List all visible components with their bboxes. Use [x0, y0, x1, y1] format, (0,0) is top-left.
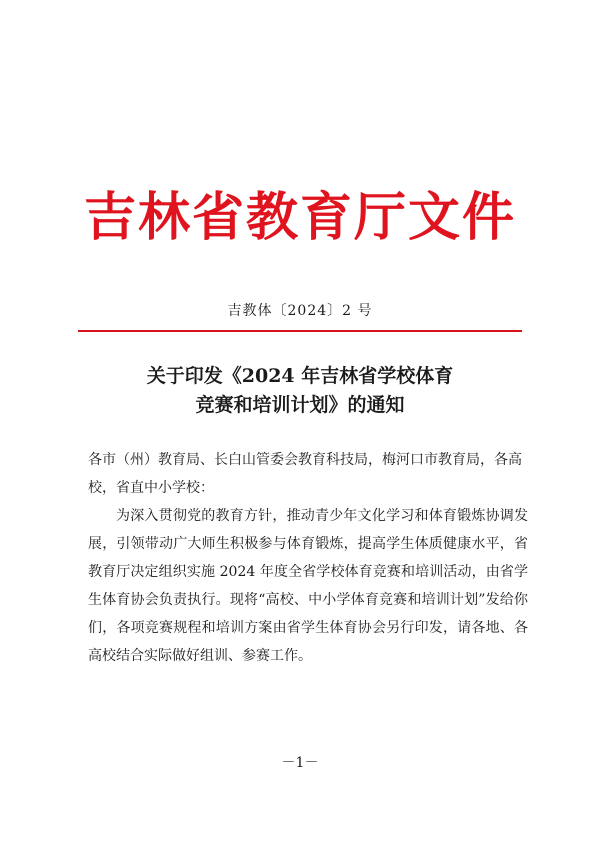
document-number: 吉教体〔2024〕2 号	[227, 303, 373, 319]
document-title-line-2: 竞赛和培训计划》的通知	[195, 394, 405, 416]
masthead-title: 吉林省教育厅文件	[83, 187, 516, 248]
document-title	[0, 362, 600, 420]
addressee: 各市（州）教育局、长白山管委会教育科技局，梅河口市教育局，各高校，省直中小学校：	[88, 452, 522, 496]
document-title-line-1: 关于印发《2024 年吉林省学校体育	[146, 365, 454, 387]
red-divider-rule	[78, 330, 522, 332]
body-paragraph: 为深入贯彻党的教育方针，推动青少年文化学习和体育锻炼协调发展，引领带动广大师生积极参与体育锻炼，提高学生体质健康水平，省教育厅决定组织实施 2024 年度全省学校体育竞赛和培训活动，由省学生体育协会负责执行。现将“高校、中小学体育竞赛和培训计划”发给你们，各项竞赛规程和培训方案由省学生体育协会另行印发，请各地、各高校结合实际做好组训、参赛工作。	[88, 508, 528, 664]
page-number: －1－	[281, 755, 319, 771]
